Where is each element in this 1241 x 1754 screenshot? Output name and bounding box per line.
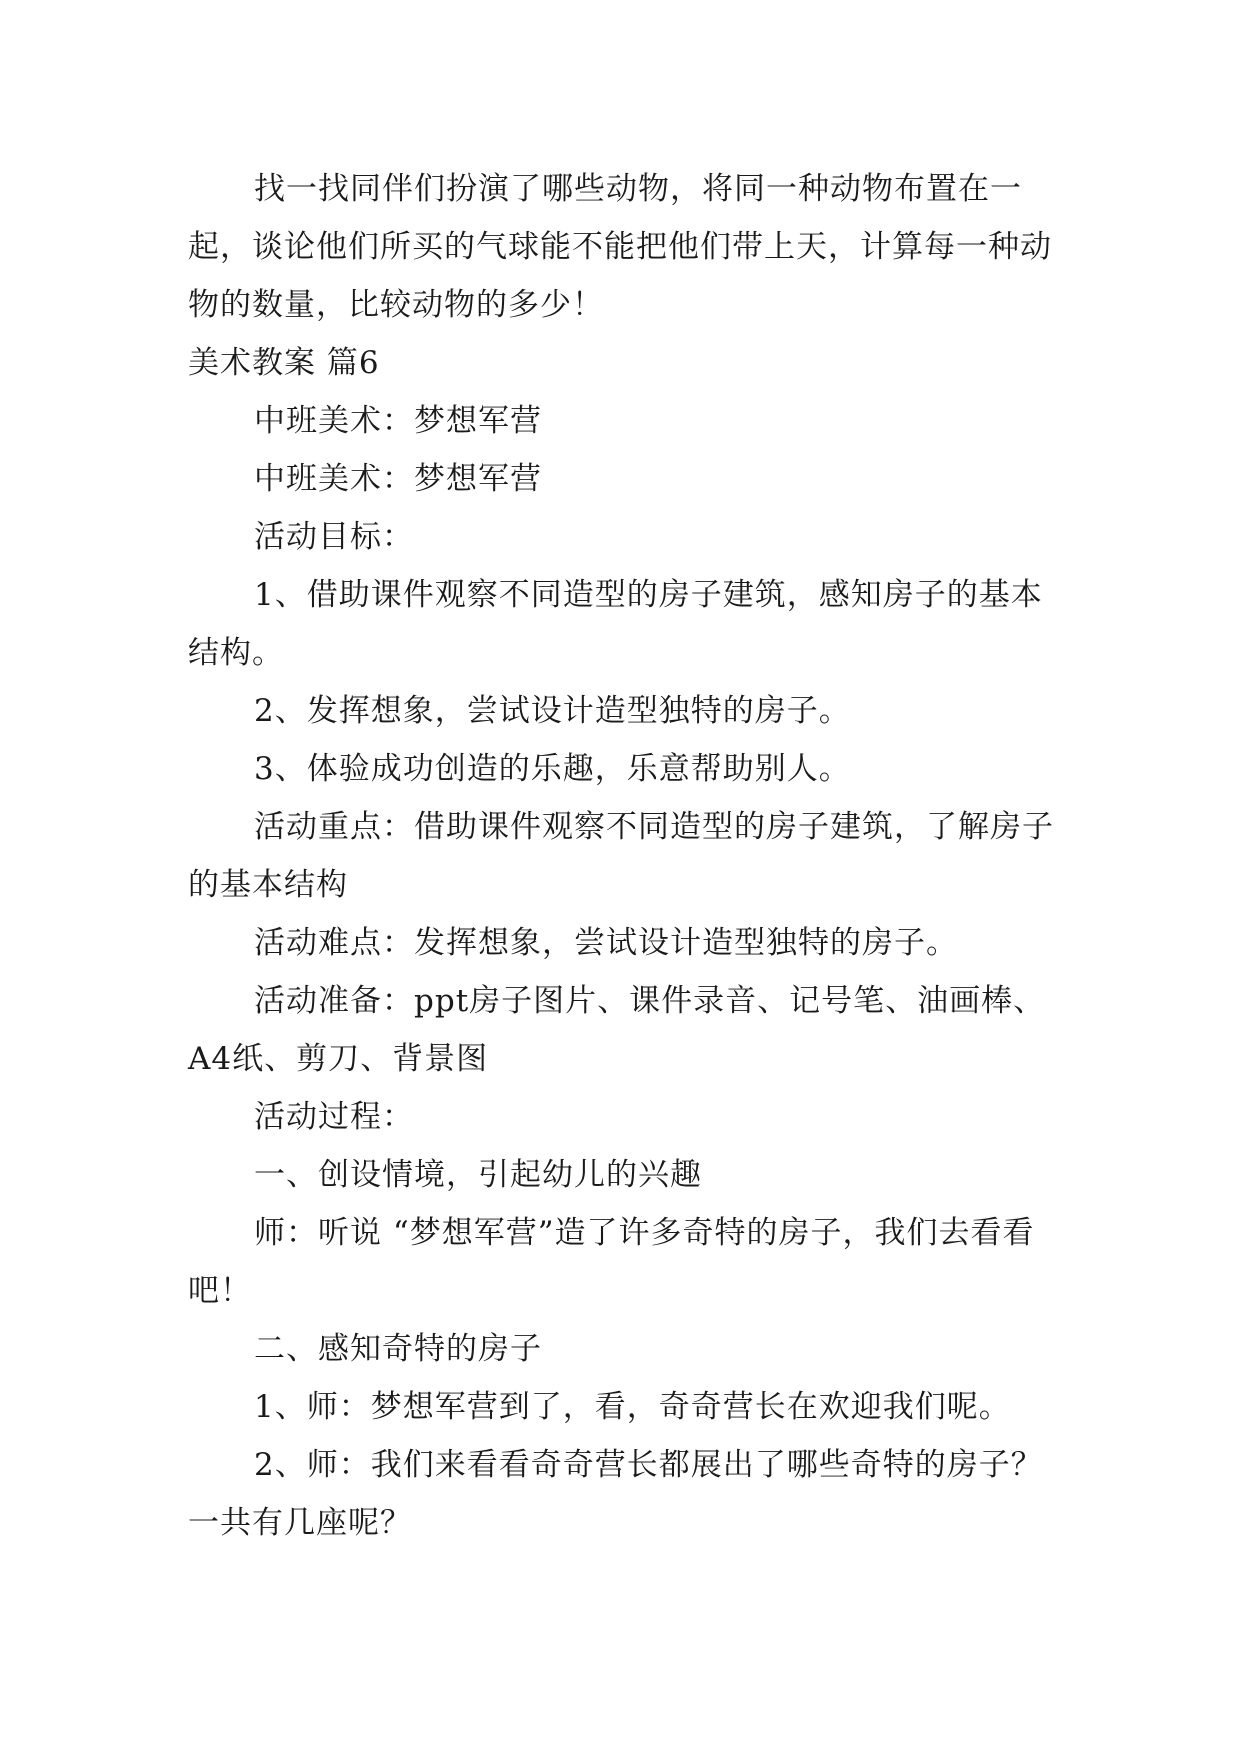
goal-item-2: 2、发挥想象，尝试设计造型独特的房子。 — [254, 693, 851, 729]
section-heading: 美术教案 篇6 — [188, 345, 380, 381]
process-heading: 活动过程： — [254, 1099, 414, 1135]
step-2-item-2: 2、师：我们来看看奇奇营长都展出了哪些奇特的房子？一共有几座呢？ — [188, 1447, 1043, 1541]
difficulty: 活动难点：发挥想象，尝试设计造型独特的房子。 — [254, 925, 958, 961]
step-1-dialogue: 师：听说 “梦想军营”造了许多奇特的房子，我们去看看吧！ — [188, 1215, 1035, 1309]
goals-heading: 活动目标： — [254, 519, 414, 555]
lesson-title-repeat: 中班美术：梦想军营 — [254, 461, 542, 497]
document-page — [188, 160, 1068, 1552]
paragraph-intro: 找一找同伴们扮演了哪些动物，将同一种动物布置在一起，谈论他们所买的气球能不能把他们带上天，计算每一种动物的数量，比较动物的多少！ — [188, 171, 1052, 323]
goal-item-1: 1、借助课件观察不同造型的房子建筑，感知房子的基本结构。 — [188, 577, 1043, 671]
step-1-heading: 一、创设情境，引起幼儿的兴趣 — [254, 1157, 702, 1193]
step-2-heading: 二、感知奇特的房子 — [254, 1331, 542, 1367]
step-2-item-1: 1、师：梦想军营到了，看，奇奇营长在欢迎我们呢。 — [254, 1389, 1011, 1425]
lesson-title: 中班美术：梦想军营 — [254, 403, 542, 439]
goal-item-3: 3、体验成功创造的乐趣，乐意帮助别人。 — [254, 751, 851, 787]
key-point: 活动重点：借助课件观察不同造型的房子建筑，了解房子的基本结构 — [188, 809, 1054, 903]
preparation: 活动准备：ppt房子图片、课件录音、记号笔、油画棒、A4纸、剪刀、背景图 — [188, 983, 1046, 1077]
